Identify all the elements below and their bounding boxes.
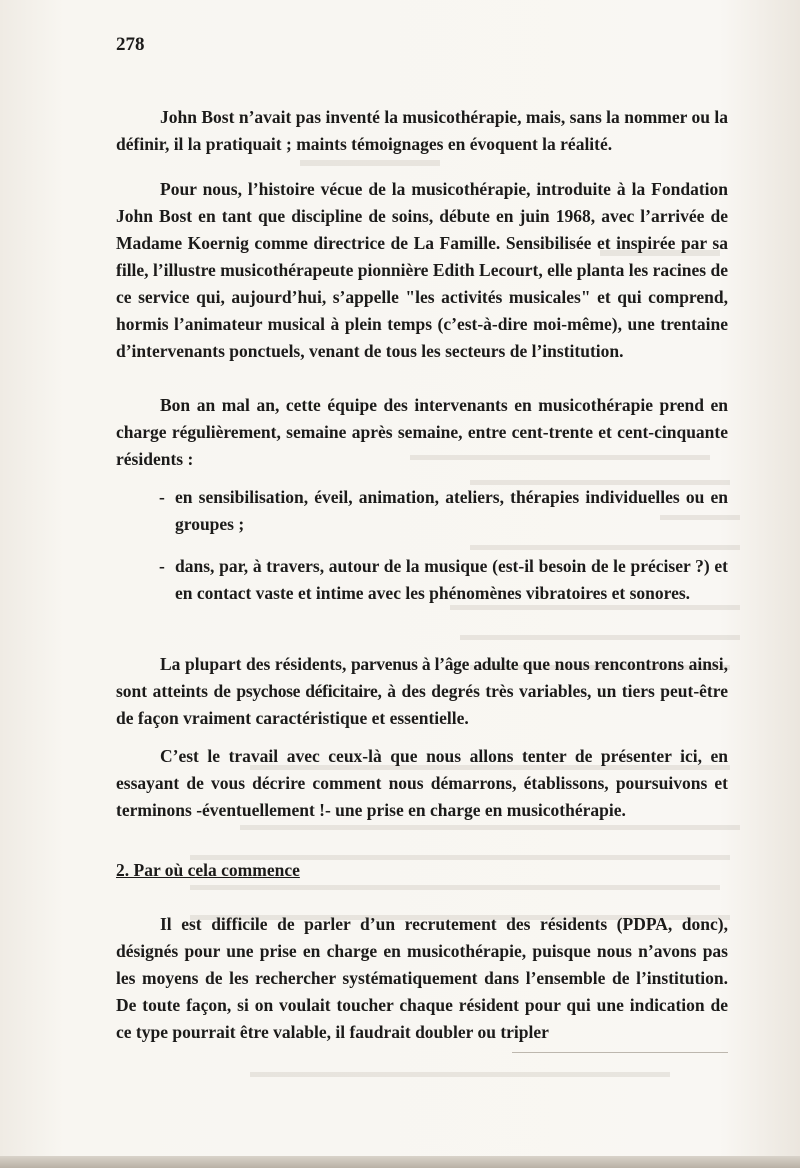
- paragraph-6: Il est difficile de parler d’un recrutement des résidents (PDPA, donc), désignés pour une prise en charge en musicothérapie, puisque nous n’avons pas les moyens de les rechercher systématiquement dans l’ensemble de l’institution. De toute façon, si on voulait toucher chaque résident pour qui une indication de ce type pourrait être valable, il faudrait doubler ou tripler: [116, 914, 728, 1042]
- list-item: [159, 484, 728, 538]
- page-edge: [0, 1156, 800, 1168]
- list-dash: -: [159, 487, 165, 507]
- paragraph-5: C’est le travail avec ceux-là que nous allons tenter de présenter ici, en essayant de vous décrire comment nous démarrons, établissons, poursuivons et terminons -éventuellement !- une prise en charge en musicothérapie.: [116, 746, 728, 820]
- paragraph-1: John Bost n’avait pas inventé la musicothérapie, mais, sans la nommer ou la définir, il la pratiquait ; maints témoignages en évoquent la réalité.: [116, 107, 728, 154]
- p4-text-a: La plupart des résidents,: [160, 654, 351, 674]
- page-number: 278: [116, 34, 145, 55]
- footnote-rule: [512, 1052, 728, 1053]
- paragraph-2: Pour nous, l’histoire vécue de la musicothérapie, introduite à la Fondation John Bost en tant que discipline de soins, débute en juin 1968, avec l’arrivée de Madame Koernig comme directrice de La Famille. Sensibilisée et inspirée par sa fille, l’illustre musicothérapeute pionnière Edith Lecourt, elle planta les racines de ce service qui, aujourd’hui, s’appelle "les activités musicales" et qui comprend, hormis l’animateur musical à plein temps (c’est-à-dire moi-même), une trentaine d’intervenants ponctuels, venant de tous les secteurs de l’institution.: [116, 179, 728, 361]
- list-item-text: en sensibilisation, éveil, animation, ateliers, thérapies individuelles ou en groupes ;: [175, 487, 728, 534]
- p4-text-e: , à des degrés très variables, un tiers peut-être de façon vraiment caractéristique et essentielle.: [116, 681, 728, 728]
- list-item-text: dans, par, à travers, autour de la musique (est-il besoin de le préciser ?) et en contact vaste et intime avec les phénomènes vibratoires et sonores.: [175, 556, 728, 603]
- section-heading: 2. Par où cela commence: [116, 860, 300, 880]
- p4-emphasis-psychosis: psychose déficitaire: [236, 681, 378, 701]
- paragraph-3: Bon an mal an, cette équipe des intervenants en musicothérapie prend en charge régulièrement, semaine après semaine, entre cent-trente et cent-cinquante résidents :: [116, 395, 728, 469]
- paragraph-4: [116, 651, 728, 732]
- list-dash: -: [159, 556, 165, 576]
- p4-emphasis-adult: parvenus à l’âge adulte: [350, 654, 519, 674]
- list-item: [159, 553, 728, 607]
- p4-text-c: que nous rencontrons ainsi, sont atteints de: [116, 654, 728, 701]
